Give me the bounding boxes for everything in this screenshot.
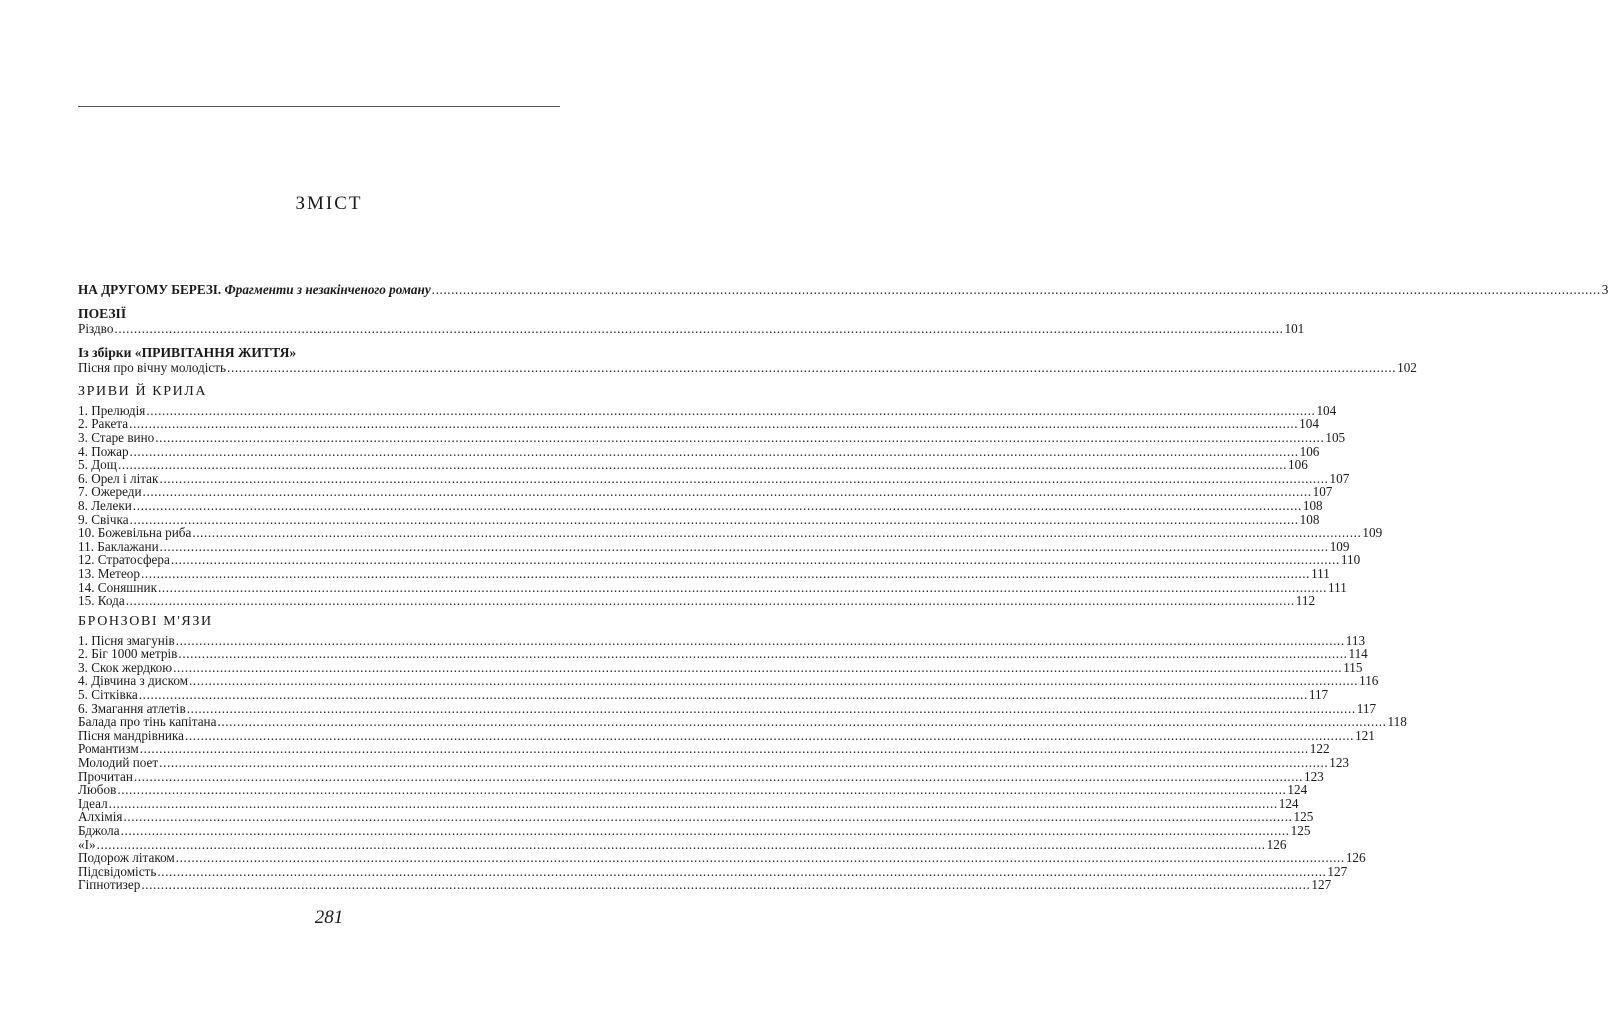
- toc-entry-label: [78, 485, 142, 499]
- toc-page-number: 124: [1278, 795, 1299, 811]
- toc-dot-leader: ............................................................................................................................................................................................................................................................................................................: [129, 416, 1299, 432]
- toc-page-number: 111: [1311, 565, 1330, 581]
- toc-entry-title: 3. Старе вино: [78, 429, 155, 445]
- toc-page-number: 111: [1328, 579, 1347, 595]
- toc-page-number: 107: [1312, 484, 1333, 500]
- toc-page-number: 113: [1345, 632, 1366, 648]
- toc-entry-label: [78, 634, 175, 648]
- toc-page-number: 102: [1397, 360, 1417, 376]
- toc-dot-leader: ............................................................................................................................................................................................................................................................................................................: [120, 823, 1290, 838]
- toc-dot-leader: ............................................................................................................................................................................................................................................................................................................: [155, 429, 1325, 445]
- toc-entry: [78, 755, 1350, 771]
- toc-entry: [78, 282, 1608, 297]
- toc-entry: [78, 579, 1347, 595]
- toc-entry-label: [78, 865, 156, 879]
- toc-entry-label: [78, 756, 158, 770]
- toc-entry-title: 3. Скок жердкою: [78, 659, 173, 675]
- toc-entry-title: Подорож літаком: [78, 850, 175, 866]
- toc-entry: [78, 552, 1361, 568]
- toc-page-number: 110: [1340, 552, 1361, 568]
- toc-entry: [78, 443, 1320, 459]
- toc-page-number: 122: [1309, 741, 1330, 757]
- toc-page-number: 123: [1303, 768, 1324, 784]
- toc-entry-title: 12. Стратосфера: [78, 552, 170, 568]
- toc-page-number: 114: [1348, 646, 1368, 662]
- toc-entry: [78, 850, 1366, 866]
- toc-section-heading: ПОЕЗІЇ: [78, 305, 127, 321]
- toc-dot-leader: ............................................................................................................................................................................................................................................................................................................: [157, 579, 1328, 595]
- toc-dot-leader: ............................................................................................................................................................................................................................................................................................................: [117, 782, 1287, 798]
- toc-entry-label: [78, 715, 216, 729]
- toc-entry-label: [78, 851, 175, 865]
- toc-entry-label: [78, 567, 140, 581]
- toc-dot-leader: ............................................................................................................................................................................................................................................................................................................: [125, 593, 1295, 609]
- toc-dot-leader: ............................................................................................................................................................................................................................................................................................................: [142, 484, 1312, 500]
- toc-entry-title: 8. Лелеки: [78, 497, 132, 513]
- toc-dot-leader: ............................................................................................................................................................................................................................................................................................................: [138, 687, 1308, 703]
- toc-entry-title: Пісня мандрівника: [78, 727, 184, 743]
- toc-page-number: 126: [1345, 850, 1366, 866]
- toc-entry-label: [78, 594, 125, 608]
- toc-entry-title: 11. Баклажани: [78, 538, 159, 554]
- toc-page-number: 105: [1325, 429, 1346, 445]
- toc-dot-leader: ............................................................................................................................................................................................................................................................................................................: [129, 443, 1299, 459]
- toc-entry: [78, 823, 1311, 838]
- toc-page-number: 117: [1356, 700, 1377, 716]
- toc-entry-title: Різдво: [78, 320, 114, 336]
- toc-entry: [78, 320, 1305, 336]
- toc-entry-title: 2. Біг 1000 метрів: [78, 646, 178, 662]
- toc-entry-title: 5. Дощ: [78, 457, 117, 473]
- toc-entry-label: [78, 878, 140, 892]
- toc-entry: [78, 768, 1324, 784]
- toc-dot-leader: ............................................................................................................................................................................................................................................................................................................: [185, 727, 1355, 743]
- toc-entry: [78, 836, 1287, 852]
- toc-dot-leader: ............................................................................................................................................................................................................................................................................................................: [114, 320, 1284, 336]
- toc-entry-title: 15. Кода: [78, 593, 125, 609]
- toc-page-number: 106: [1288, 457, 1308, 473]
- toc-page-number: 124: [1287, 782, 1308, 798]
- toc-entry-label: [78, 322, 113, 336]
- toc-entry-title: Гіпнотизер: [78, 877, 141, 893]
- toc-entry-title: 2. Ракета: [78, 416, 129, 432]
- toc-page-number: 106: [1299, 443, 1320, 459]
- toc-entry-title: 14. Соняшник: [78, 579, 157, 595]
- toc-page-number: 109: [1329, 538, 1350, 554]
- toc-entry-label: [78, 404, 145, 418]
- toc-page-number: 108: [1299, 511, 1320, 527]
- toc-dot-leader: ............................................................................................................................................................................................................................................................................................................: [178, 646, 1348, 662]
- toc-entry-title: Любов: [78, 782, 117, 798]
- toc-entry: [78, 360, 1417, 376]
- toc-page-number: 125: [1293, 809, 1314, 825]
- toc-entry: [78, 565, 1330, 581]
- toc-entry-label: [78, 553, 170, 567]
- toc-entry-label: [78, 674, 188, 688]
- toc-entry-title: Пісня про вічну молодість: [78, 360, 227, 376]
- toc-entry-label: [78, 499, 132, 513]
- toc-dot-leader: ............................................................................................................................................................................................................................................................................................................: [146, 402, 1316, 418]
- toc-dot-leader: ............................................................................................................................................................................................................................................................................................................: [159, 755, 1329, 771]
- toc-entry: [78, 659, 1363, 675]
- toc-entry-title: НА ДРУГОМУ БЕРЕЗІ.: [78, 282, 222, 297]
- toc-page-number: 127: [1311, 877, 1332, 893]
- toc-page-number: 104: [1316, 402, 1337, 418]
- table-of-contents: [78, 277, 1608, 893]
- toc-entry-title: 1. Пісня змагунів: [78, 632, 175, 648]
- toc-dot-leader: ............................................................................................................................................................................................................................................................................................................: [132, 497, 1302, 513]
- toc-entry-title: Бджола: [78, 823, 120, 838]
- toc-section-heading: Із збірки «ПРИВІТАННЯ ЖИТТЯ»: [78, 345, 297, 361]
- toc-entry-title: Ідеал: [78, 795, 108, 811]
- toc-entry: [78, 700, 1377, 716]
- toc-entry-label: [78, 647, 177, 661]
- toc-page-number: 116: [1359, 673, 1379, 689]
- toc-entry-label: [78, 581, 157, 595]
- toc-entry-label: [78, 472, 158, 486]
- toc-entry: [78, 714, 1407, 730]
- toc-entry-label: [78, 526, 191, 540]
- toc-entry: [78, 877, 1332, 893]
- toc-page-number: 108: [1302, 497, 1323, 513]
- toc-entry-label: [78, 431, 154, 445]
- toc-entry-label: [78, 417, 128, 431]
- toc-dot-leader: ............................................................................................................................................................................................................................................................................................................: [117, 457, 1287, 473]
- toc-page-number: 112: [1295, 593, 1316, 609]
- toc-entry-title: Алхімія: [78, 809, 123, 825]
- toc-entry-title: 10. Божевільна риба: [78, 525, 192, 541]
- toc-page-number: 115: [1343, 659, 1363, 675]
- toc-entry-subtitle: Фрагменти з незакінченого роману: [224, 282, 431, 297]
- toc-entry-title: 7. Ожереди: [78, 484, 142, 500]
- toc-dot-leader: ............................................................................................................................................................................................................................................................................................................: [189, 673, 1359, 689]
- toc-entry: [78, 457, 1308, 473]
- toc-dot-leader: ............................................................................................................................................................................................................................................................................................................: [141, 565, 1311, 581]
- toc-entry-title: 5. Сітківка: [78, 687, 138, 703]
- toc-page-number: 104: [1299, 416, 1319, 432]
- toc-entry-label: [78, 824, 120, 838]
- toc-page-number: 127: [1327, 863, 1348, 879]
- toc-entry: [78, 470, 1350, 486]
- toc-page-number: 118: [1387, 714, 1407, 730]
- toc-entry-label: [78, 688, 138, 702]
- toc-dot-leader: ............................................................................................................................................................................................................................................................................................................: [157, 863, 1327, 879]
- toc-entry-label: [78, 540, 159, 554]
- toc-page-number: 126: [1266, 836, 1287, 852]
- toc-entry-title: 6. Змагання атлетів: [78, 700, 186, 716]
- toc-entry-label: [78, 770, 133, 784]
- toc-dot-leader: ............................................................................................................................................................................................................................................................................................................: [159, 470, 1329, 486]
- toc-entry-title: Підсвідомість: [78, 863, 157, 879]
- toc-entry-label: [78, 445, 129, 459]
- toc-dot-leader: ............................................................................................................................................................................................................................................................................................................: [227, 360, 1397, 376]
- toc-entry-title: «І»: [78, 836, 96, 852]
- toc-entry-label: [78, 810, 122, 824]
- toc-page-number: 107: [1329, 470, 1350, 486]
- toc-entry: [78, 863, 1348, 879]
- toc-entry: [78, 782, 1308, 798]
- toc-entry-title: 9. Свічка: [78, 511, 129, 527]
- toc-entry-label: [78, 797, 108, 811]
- toc-entry-title: Балада про тінь капітана: [78, 714, 217, 730]
- toc-entry: [78, 429, 1346, 445]
- toc-page-number: 109: [1362, 525, 1383, 541]
- toc-entry: [78, 525, 1383, 541]
- toc-page-number: 123: [1329, 755, 1350, 771]
- toc-entry-label: [78, 702, 186, 716]
- toc-dot-leader: ............................................................................................................................................................................................................................................................................................................: [108, 795, 1278, 811]
- toc-entry: [78, 538, 1350, 554]
- toc-entry: [78, 727, 1375, 743]
- toc-dot-leader: ............................................................................................................................................................................................................................................................................................................: [431, 282, 1601, 297]
- toc-entry-label: [78, 838, 96, 852]
- toc-dot-leader: ............................................................................................................................................................................................................................................................................................................: [129, 511, 1299, 527]
- toc-section-heading: ЗРИВИ Й КРИЛА: [78, 383, 208, 399]
- toc-dot-leader: ............................................................................................................................................................................................................................................................................................................: [173, 659, 1343, 675]
- toc-dot-leader: ............................................................................................................................................................................................................................................................................................................: [170, 552, 1340, 568]
- toc-entry-title: 1. Прелюдія: [78, 402, 146, 418]
- toc-page-number: 3: [1601, 282, 1608, 297]
- toc-entry: [78, 795, 1299, 811]
- toc-entry: [78, 497, 1323, 513]
- toc-entry: [78, 632, 1366, 648]
- toc-dot-leader: ............................................................................................................................................................................................................................................................................................................: [186, 700, 1356, 716]
- toc-entry-title: 4. Дівчина з диском: [78, 673, 189, 689]
- toc-dot-leader: ............................................................................................................................................................................................................................................................................................................: [159, 538, 1329, 554]
- toc-entry-label: [78, 361, 226, 375]
- toc-page-number: 101: [1284, 320, 1305, 336]
- toc-entry-title: 6. Орел і літак: [78, 470, 159, 486]
- toc-entry-title: Прочитан: [78, 768, 133, 784]
- toc-entry-label: [78, 661, 172, 675]
- toc-entry: [78, 416, 1319, 432]
- toc-entry-label: [78, 283, 431, 297]
- toc-dot-leader: ............................................................................................................................................................................................................................................................................................................: [96, 836, 1266, 852]
- toc-section-heading: БРОНЗОВІ М'ЯЗИ: [78, 613, 213, 629]
- toc-entry-label: [78, 783, 116, 797]
- toc-entry-title: Романтизм: [78, 741, 139, 757]
- toc-dot-leader: ............................................................................................................................................................................................................................................................................................................: [175, 850, 1345, 866]
- toc-entry: [78, 741, 1330, 757]
- toc-entry: [78, 593, 1316, 609]
- toc-entry: [78, 673, 1379, 689]
- toc-page-number: 117: [1308, 687, 1329, 703]
- toc-entry-label: [78, 742, 139, 756]
- toc-entry: [78, 511, 1320, 527]
- toc-entry-label: [78, 458, 117, 472]
- toc-entry: [78, 809, 1314, 825]
- toc-entry-title: 4. Пожар: [78, 443, 129, 459]
- header-rule: [78, 106, 560, 107]
- toc-dot-leader: ............................................................................................................................................................................................................................................................................................................: [133, 768, 1303, 784]
- toc-dot-leader: ............................................................................................................................................................................................................................................................................................................: [139, 741, 1309, 757]
- toc-entry-title: Молодий поет: [78, 755, 159, 771]
- toc-dot-leader: ............................................................................................................................................................................................................................................................................................................: [123, 809, 1293, 825]
- page-title: ЗМІСТ: [295, 193, 363, 214]
- toc-entry-label: [78, 729, 184, 743]
- toc-dot-leader: ............................................................................................................................................................................................................................................................................................................: [217, 714, 1387, 730]
- toc-entry-label: [78, 513, 129, 527]
- toc-dot-leader: ............................................................................................................................................................................................................................................................................................................: [192, 525, 1362, 541]
- toc-entry-title: 13. Метеор: [78, 565, 140, 581]
- toc-page-number: 121: [1355, 727, 1375, 743]
- toc-dot-leader: ............................................................................................................................................................................................................................................................................................................: [175, 632, 1345, 648]
- toc-entry: [78, 402, 1337, 418]
- toc-entry: [78, 687, 1329, 703]
- toc-page-number: 125: [1290, 823, 1311, 838]
- page-number: 281: [314, 907, 344, 928]
- toc-entry: [78, 646, 1368, 662]
- toc-dot-leader: ............................................................................................................................................................................................................................................................................................................: [141, 877, 1311, 893]
- toc-entry: [78, 484, 1333, 500]
